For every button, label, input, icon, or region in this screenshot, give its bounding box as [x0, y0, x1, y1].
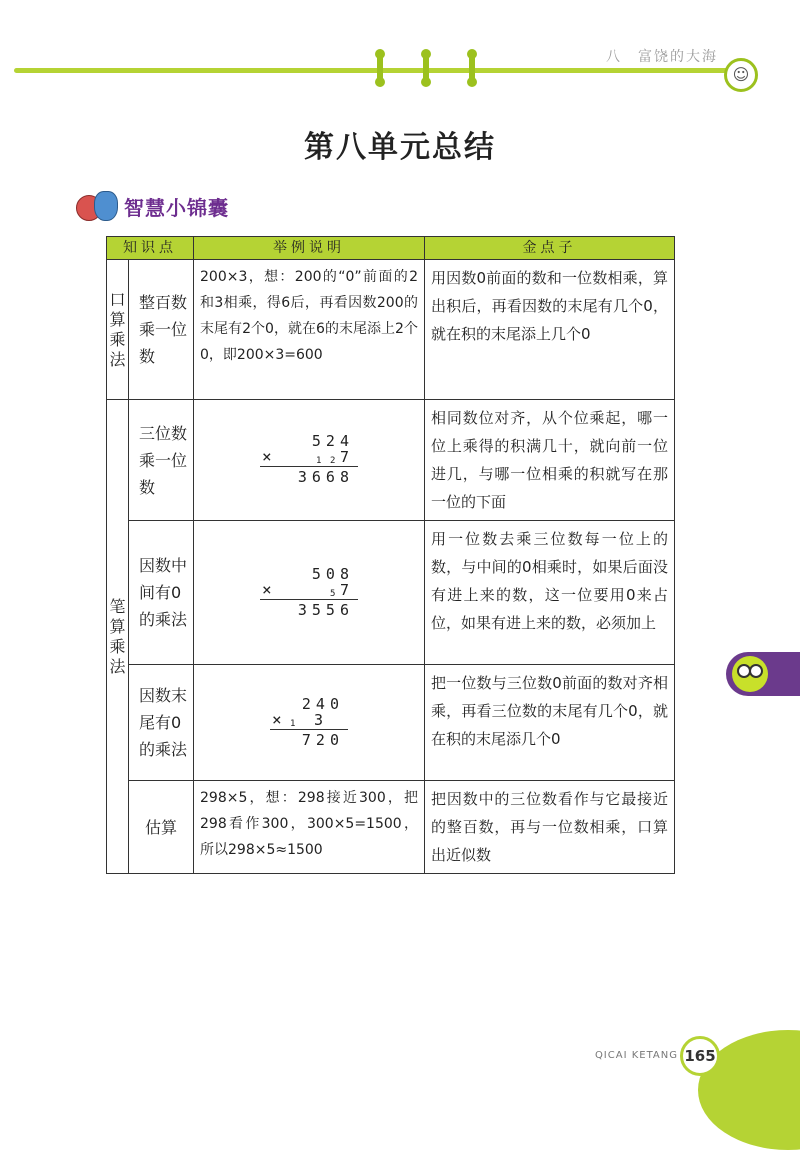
calc-top: 240: [301, 694, 344, 713]
sub-topic: 整百数 乘一位 数: [129, 260, 194, 400]
money-bag-icon: [76, 191, 120, 221]
calc-multiplier: 3: [313, 710, 328, 729]
times-sign: ×: [272, 709, 282, 729]
side-tab: [726, 652, 800, 696]
calc-result: 720: [301, 730, 344, 749]
header-knowledge: 知识点: [107, 237, 194, 260]
tip-cell: 用一位数去乘三位数每一位上的数，与中间的0相乘时，如果后面没有进上来的数，这一位要用0来占位，如果有进上来的数，必须加上: [425, 521, 675, 665]
table-row: [107, 400, 675, 521]
tip-cell: 把因数中的三位数看作与它最接近的整百数，再与一位数相乘，口算出近似数: [425, 781, 675, 874]
tip-cell: 用因数0前面的数和一位数相乘，算出积后，再看因数的末尾有几个0，就在积的末尾添上几个0: [425, 260, 675, 400]
calc-top: 524: [311, 432, 354, 450]
carry-digit: 5: [330, 588, 336, 599]
header-tip: 金点子: [425, 237, 675, 260]
sub-topic: 因数中 间有0 的乘法: [129, 521, 194, 665]
tip-cell: 把一位数与三位数0前面的数对齐相乘，再看三位数的末尾有几个0，就在积的末尾添几个0: [425, 665, 675, 781]
calc-result: 3556: [297, 600, 354, 619]
binder-pin-icon: [469, 52, 475, 84]
sub-topic: 因数末 尾有0 的乘法: [129, 665, 194, 781]
sub-topic: 估算: [129, 781, 194, 874]
vertical-calc: [254, 432, 364, 488]
table-header-row: [107, 237, 675, 260]
carry-digit: 1: [316, 456, 322, 466]
header-rule: [14, 68, 729, 73]
calc-multiplier: 7: [339, 448, 354, 466]
calc-multiplier: 7: [339, 580, 354, 599]
table-row: [107, 781, 675, 874]
calc-top: 508: [311, 564, 354, 583]
binder-pin-icon: [423, 52, 429, 84]
header-example: 举例说明: [194, 237, 425, 260]
vertical-calc: [264, 695, 354, 751]
knowledge-table: [106, 236, 675, 874]
vertical-calc-cell: [194, 665, 425, 781]
sub-topic: 三位数 乘一位 数: [129, 400, 194, 521]
section-heading: [76, 190, 229, 222]
carry-digit: 2: [330, 456, 336, 466]
vertical-calc-cell: [194, 521, 425, 665]
times-sign: ×: [262, 579, 272, 599]
category-written: 笔 算 乘 法: [107, 400, 129, 874]
category-oral: 口 算 乘 法: [107, 260, 129, 400]
vertical-calc: [254, 565, 364, 621]
section-title: 智慧小锦囊: [124, 195, 229, 220]
page-number: 165: [680, 1036, 720, 1076]
example-cell: 200×3，想：200的“0”前面的2和3相乘，得6后，再看因数200的末尾有2个0，就在6的末尾添上2个0，即200×3=600: [194, 260, 425, 400]
calc-line: [270, 729, 348, 730]
carry-digit: 1: [290, 718, 296, 729]
binder-pin-icon: [377, 52, 383, 84]
example-cell: 298×5，想：298接近300，把298看作300，300×5=1500，所以298×5≈1500: [194, 781, 425, 874]
times-sign: ×: [262, 447, 272, 466]
table-row: [107, 260, 675, 400]
frog-icon: [732, 656, 768, 692]
calc-line: [260, 466, 358, 467]
calc-result: 3668: [297, 468, 354, 486]
page-title: 第八单元总结: [304, 130, 496, 165]
table-row: [107, 521, 675, 665]
unit-badge-icon: ☺: [724, 58, 758, 92]
footer-brand: QICAI KETANG: [594, 1050, 678, 1061]
table-row: [107, 665, 675, 781]
tip-cell: 相同数位对齐，从个位乘起，哪一位上乘得的积满几十，就向前一位进几，与哪一位相乘的积就写在那一位的下面: [425, 400, 675, 521]
vertical-calc-cell: [194, 400, 425, 521]
calc-line: [260, 599, 358, 600]
unit-label: 八 富饶的大海: [606, 49, 718, 65]
